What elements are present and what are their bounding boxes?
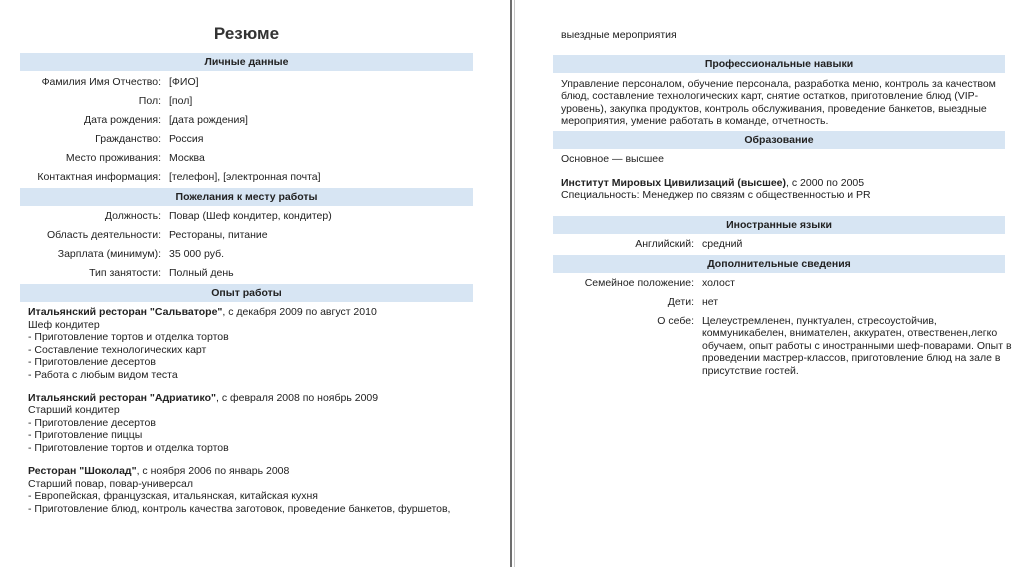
job-position: Старший повар, повар-универсал	[28, 478, 193, 490]
row-label: Пол:	[138, 95, 161, 107]
continued-text: выездные мероприятия	[561, 29, 677, 41]
job-duty: - Составление технологических карт	[28, 344, 207, 356]
row-label: Семейное положение:	[584, 277, 694, 289]
row-value: средний	[702, 238, 743, 250]
row-label: Дети:	[667, 296, 694, 308]
skills-line: уровень), закупка продуктов, контроль обслуживания, проведение банкетов, выездные	[561, 103, 987, 115]
skills-line: блюд, составление технологических карт, снятие остатков, приготовление блюд (VIP-	[561, 90, 979, 102]
job-company: Ресторан "Шоколад"	[28, 465, 137, 477]
job-duty: - Приготовление тортов и отделка тортов	[28, 331, 229, 343]
row-value: [ФИО]	[169, 76, 199, 88]
row-label: Дата рождения:	[84, 114, 161, 126]
skills-line: мероприятия, умение работать в команде, отчетность.	[561, 115, 829, 127]
job-position: Шеф кондитер	[28, 319, 100, 331]
personal-row-residence	[20, 151, 473, 165]
row-value: Рестораны, питание	[169, 229, 268, 241]
wishes-row-employment	[20, 266, 473, 280]
personal-row-birthdate	[20, 113, 473, 127]
personal-row-citizenship	[20, 132, 473, 146]
extra-row-marital	[553, 276, 1005, 290]
resume-page-left	[0, 0, 508, 567]
row-label: Гражданство:	[95, 133, 161, 145]
education-level: Основное — высшее	[561, 153, 664, 165]
personal-row-gender	[20, 94, 473, 108]
education-specialty: Специальность: Менеджер по связям с общественностью и PR	[561, 189, 871, 201]
row-value: Россия	[169, 133, 204, 145]
extra-row-children	[553, 295, 1005, 309]
skills-line: Управление персоналом, обучение персонала, разработка меню, контроль за качеством	[561, 78, 996, 90]
row-value: [телефон], [электронная почта]	[169, 171, 321, 183]
section-wishes-header: Пожелания к месту работы	[20, 188, 473, 206]
job-duty: - Работа с любым видом теста	[28, 369, 178, 381]
job-period: , с февраля 2008 по ноябрь 2009	[215, 392, 379, 404]
row-label: Зарплата (минимум):	[57, 248, 161, 260]
education-period: , с 2000 по 2005	[786, 177, 865, 189]
job-company: Итальянский ресторан "Сальваторе"	[28, 306, 223, 318]
language-row-english	[553, 237, 1005, 251]
resume-page-right	[518, 0, 1024, 567]
row-value: [пол]	[169, 95, 193, 107]
personal-row-name	[20, 75, 473, 89]
row-label: Тип занятости:	[89, 267, 161, 279]
row-value: Повар (Шеф кондитер, кондитер)	[169, 210, 332, 222]
row-label: Контактная информация:	[37, 171, 161, 183]
row-value: нет	[702, 296, 719, 308]
row-label: Должность:	[104, 210, 161, 222]
section-languages-header: Иностранные языки	[553, 216, 1005, 234]
page-divider	[508, 0, 518, 567]
row-value: [дата рождения]	[169, 114, 248, 126]
row-value: 35 000 руб.	[169, 248, 225, 260]
personal-row-contacts	[20, 170, 473, 184]
job-company: Итальянский ресторан "Адриатико"	[28, 392, 216, 404]
job-duty: - Приготовление десертов	[28, 417, 156, 429]
job-period: , с ноября 2006 по январь 2008	[136, 465, 290, 477]
about-line: обучаем, опыт работы с иностранными шеф-поварами. Опыт в	[702, 340, 1012, 352]
row-value: Полный день	[169, 267, 234, 279]
wishes-row-salary	[20, 247, 473, 261]
row-label: Английский:	[635, 238, 694, 250]
row-value: Москва	[169, 152, 205, 164]
job-duty: - Приготовление пиццы	[28, 429, 143, 441]
job-title-line	[28, 306, 377, 319]
about-line: проведении мастрер-классов, приготовление блюд на зале в	[702, 352, 1001, 364]
education-institute: Институт Мировых Цивилизаций (высшее)	[561, 177, 787, 189]
job-duty: - Европейская, французская, итальянская, китайская кухня	[28, 490, 318, 502]
row-label: Место проживания:	[65, 152, 161, 164]
row-label: О себе:	[657, 315, 694, 327]
job-duty: - Приготовление тортов и отделка тортов	[28, 442, 229, 454]
row-label: Область деятельности:	[46, 229, 161, 241]
wishes-row-field	[20, 228, 473, 242]
job-duty: - Приготовление десертов	[28, 356, 156, 368]
about-line: Целеустремленен, пунктуален, стресоустойчив,	[702, 315, 937, 327]
row-value: холост	[702, 277, 735, 289]
job-period: , с декабря 2009 по август 2010	[222, 306, 377, 318]
resume-title: Резюме	[213, 24, 280, 43]
section-personal-header: Личные данные	[20, 53, 473, 71]
job-duty: - Приготовление блюд, контроль качества заготовок, проведение банкетов, фуршетов,	[28, 503, 451, 515]
section-experience-header: Опыт работы	[20, 284, 473, 302]
section-skills-header: Профессиональные навыки	[553, 55, 1005, 73]
section-extra-header: Дополнительные сведения	[553, 255, 1005, 273]
job-position: Старший кондитер	[28, 404, 120, 416]
wishes-row-position	[20, 209, 473, 223]
section-education-header: Образование	[553, 131, 1005, 149]
row-label: Фамилия Имя Отчество:	[41, 76, 161, 88]
job-title-line	[28, 465, 289, 478]
about-line: коммуникабелен, внимателен, аккуратен, отвественен,легко	[702, 327, 998, 339]
about-line: присутствие гостей.	[702, 365, 799, 377]
